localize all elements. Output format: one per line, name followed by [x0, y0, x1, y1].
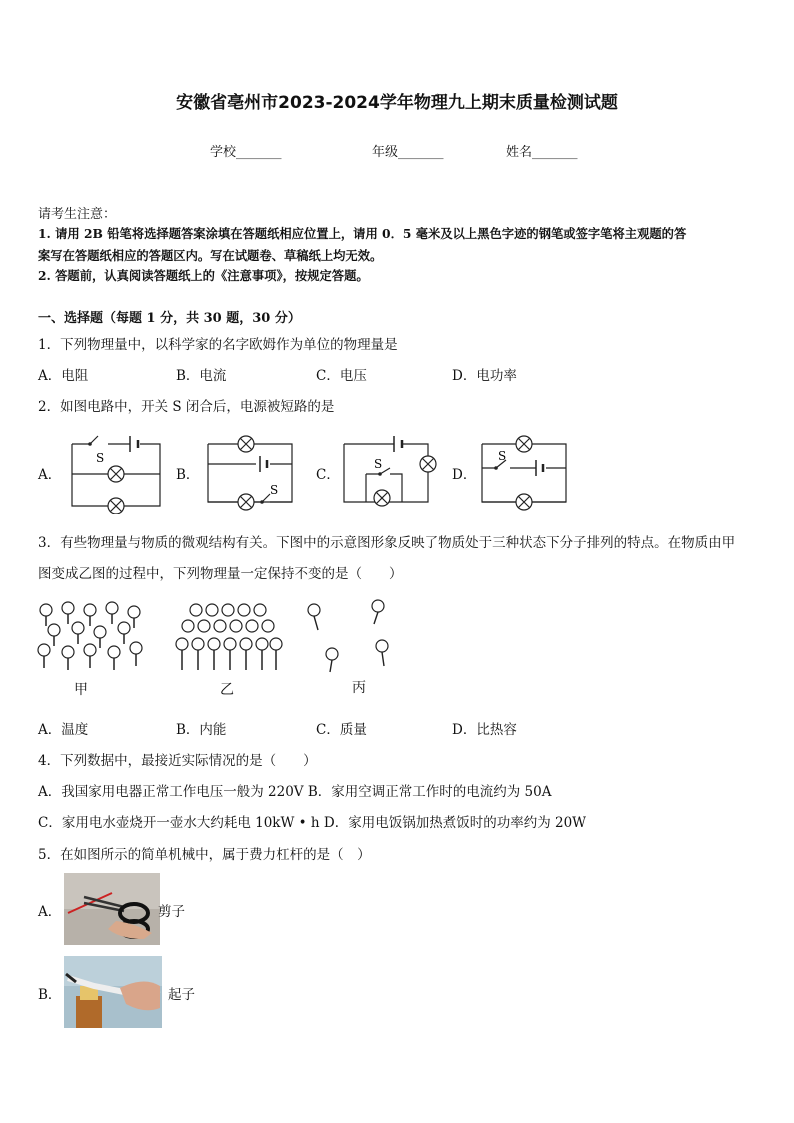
q1-option-a: A．电阻 — [38, 368, 89, 384]
q2-option-b: B． — [176, 467, 200, 483]
scissors-label: 剪子 — [158, 904, 185, 920]
notice-heading: 请考生注意： — [38, 207, 117, 222]
q2-option-d: D． — [452, 467, 477, 483]
question-2-stem: 2．如图电路中，开关 S 闭合后，电源被短路的是 — [38, 399, 335, 415]
q3-option-b: B．内能 — [176, 722, 227, 738]
caption-jia: 甲 — [74, 682, 88, 698]
q4-options-cd: C．家用电水壶烧开一壶水大约耗电 10kW • h D．家用电饭锅加热煮饭时的功率约为 20W — [38, 815, 587, 831]
q5-option-a: A． — [38, 904, 62, 920]
switch-label: S — [498, 449, 507, 463]
q2-option-a: A． — [38, 467, 62, 483]
circuit-diagram-d — [474, 432, 574, 514]
switch-label: S — [374, 457, 383, 471]
name-field: 姓名_______ — [506, 145, 578, 160]
circuit-diagram-c — [336, 432, 440, 514]
bottle-opener-label: 起子 — [168, 987, 195, 1003]
circuit-diagram-a — [62, 432, 170, 514]
q1-option-d: D．电功率 — [452, 368, 517, 384]
question-4-stem: 4．下列数据中，最接近实际情况的是（ ） — [38, 753, 317, 769]
molecules-liquid-figure — [34, 598, 146, 680]
page-title: 安徽省亳州市2023-2024学年物理九上期末质量检测试题 — [176, 93, 618, 113]
q3-option-c: C．质量 — [316, 722, 367, 738]
question-3-stem-1: 3．有些物理量与物质的微观结构有关。下图中的示意图形象反映了物质处于三种状态下分子排列的特点。在物质由甲 — [38, 535, 736, 551]
switch-label: S — [96, 451, 105, 465]
school-field: 学校_______ — [210, 145, 282, 160]
molecules-gas-figure — [300, 596, 400, 678]
grade-field: 年级_______ — [372, 145, 444, 160]
q1-option-b: B．电流 — [176, 368, 227, 384]
notice-line-1a: 1. 请用 2B 铅笔将选择题答案涂填在答题纸相应位置上，请用 0．5 毫米及以上黑色字迹的钢笔或签字笔将主观题的答 — [38, 226, 687, 241]
bottle-opener-photo — [64, 956, 162, 1028]
q3-option-a: A．温度 — [38, 722, 89, 738]
question-3-stem-2: 图变成乙图的过程中，下列物理量一定保持不变的是（ ） — [38, 566, 403, 582]
question-5-stem: 5．在如图所示的简单机械中，属于费力杠杆的是（ ） — [38, 847, 371, 863]
q2-option-c: C． — [316, 467, 340, 483]
q4-options-ab: A．我国家用电器正常工作电压一般为 220V B．家用空调正常工作时的电流约为 50A — [38, 784, 552, 800]
scissors-photo — [64, 873, 160, 945]
notice-line-2: 2. 答题前，认真阅读答题纸上的《注意事项》，按规定答题。 — [38, 268, 369, 283]
q3-option-d: D．比热容 — [452, 722, 517, 738]
circuit-diagram-b — [198, 432, 298, 514]
notice-line-1b: 案写在答题纸相应的答题区内。写在试题卷、草稿纸上均无效。 — [38, 248, 383, 263]
caption-bing: 丙 — [352, 680, 366, 696]
question-1-stem: 1．下列物理量中，以科学家的名字欧姆作为单位的物理量是 — [38, 337, 398, 353]
switch-label: S — [270, 483, 279, 497]
molecules-solid-figure — [168, 598, 286, 680]
q5-option-b: B． — [38, 987, 62, 1003]
caption-yi: 乙 — [220, 682, 234, 698]
q1-option-c: C．电压 — [316, 368, 367, 384]
section-heading: 一、选择题（每题 1 分，共 30 题，30 分） — [38, 311, 301, 326]
